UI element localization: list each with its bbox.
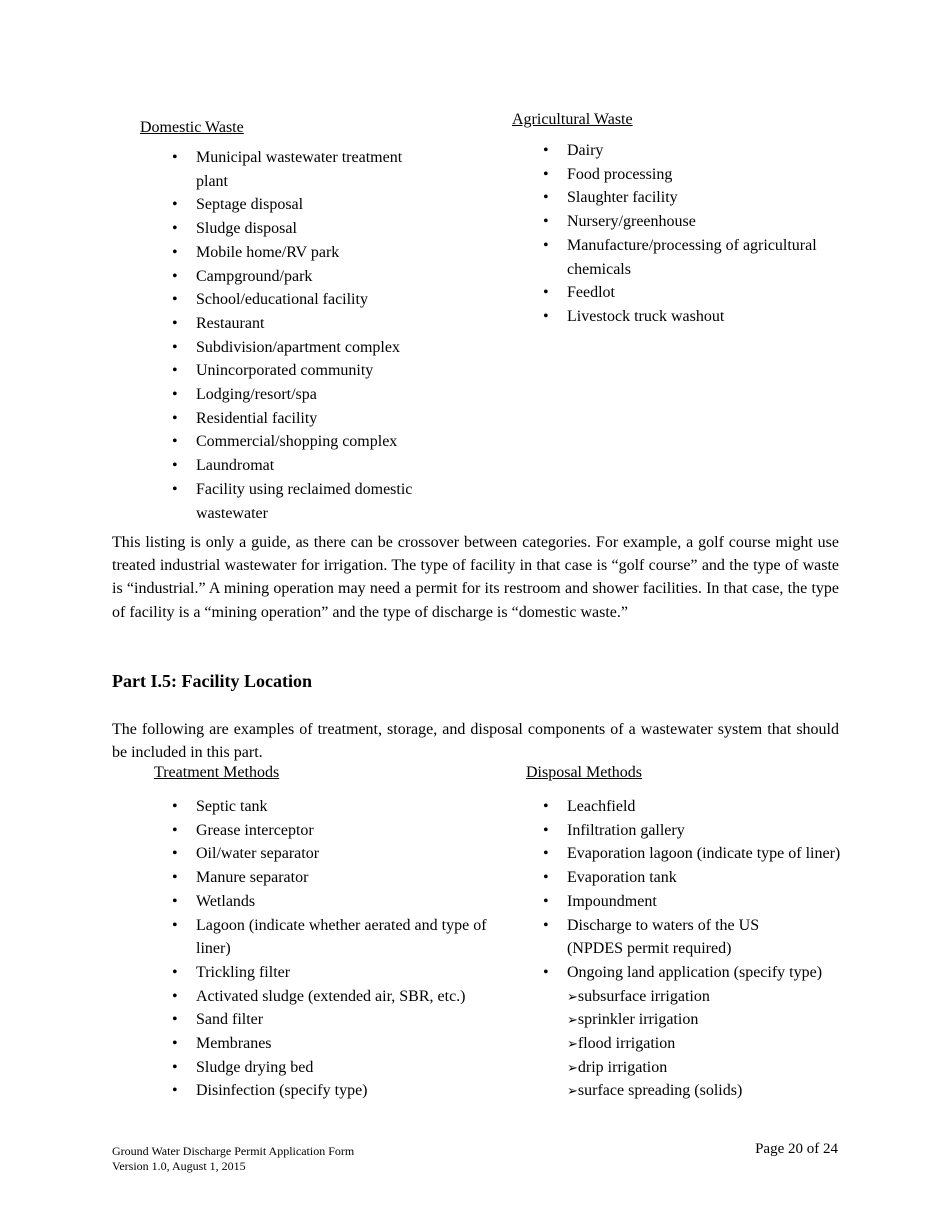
bullet-icon: •	[172, 916, 178, 934]
disposal-methods-list	[543, 795, 897, 1103]
arrow-bullet-icon: ➢	[567, 1012, 578, 1028]
bullet-icon: •	[172, 267, 178, 285]
list-item	[172, 407, 436, 431]
arrow-bullet-icon: ➢	[567, 1036, 578, 1052]
bullet-icon: •	[172, 892, 178, 910]
sub-list-item	[567, 1008, 897, 1032]
bullet-icon: •	[543, 213, 549, 231]
list-item	[172, 265, 436, 289]
sub-list-item-text: surface spreading (solids)	[577, 1082, 743, 1100]
list-item-text: Impoundment	[567, 892, 657, 910]
bullet-icon: •	[172, 433, 178, 451]
list-item-text: Septage disposal	[196, 196, 304, 214]
list-item	[172, 961, 514, 985]
sub-list-item-text: subsurface irrigation	[577, 987, 710, 1005]
list-item	[172, 193, 436, 217]
list-item	[172, 866, 514, 890]
bullet-icon: •	[543, 916, 549, 934]
list-item-text: Manufacture/processing of agricultural chemicals	[567, 236, 817, 278]
footer-left	[112, 1144, 354, 1174]
domestic-waste-heading: Domestic Waste	[140, 119, 244, 136]
list-item	[172, 1032, 514, 1056]
list-item	[172, 288, 436, 312]
list-item-text: Disinfection (specify type)	[196, 1082, 368, 1100]
bullet-icon: •	[172, 987, 178, 1005]
bullet-icon: •	[172, 480, 178, 498]
list-item	[543, 795, 897, 819]
list-item-text: Commercial/shopping complex	[196, 433, 398, 451]
bullet-icon: •	[172, 963, 178, 981]
bullet-icon: •	[172, 291, 178, 309]
list-item	[172, 890, 514, 914]
treatment-methods-list	[172, 795, 514, 1103]
list-item	[543, 281, 847, 305]
list-item-text: Infiltration gallery	[567, 821, 685, 839]
domestic-waste-list	[172, 146, 436, 525]
list-item	[172, 795, 514, 819]
list-item-text: Laundromat	[196, 457, 275, 475]
list-item-text: Residential facility	[196, 409, 318, 427]
sub-list-item	[567, 1032, 897, 1056]
list-item-text: Activated sludge (extended air, SBR, etc.)	[196, 987, 466, 1005]
bullet-icon: •	[172, 1011, 178, 1029]
bullet-icon: •	[172, 362, 178, 380]
list-item-text: Sludge drying bed	[196, 1058, 314, 1076]
list-item	[172, 1079, 514, 1103]
bullet-icon: •	[543, 892, 549, 910]
bullet-icon: •	[172, 409, 178, 427]
bullet-icon: •	[543, 165, 549, 183]
bullet-icon: •	[172, 1035, 178, 1053]
list-item	[543, 890, 897, 914]
list-item-text: Discharge to waters of the US	[567, 916, 760, 934]
list-item-text: Municipal wastewater treatment plant	[196, 149, 403, 190]
list-item	[543, 186, 847, 210]
list-item	[543, 139, 847, 163]
footer-version: Version 1.0, August 1, 2015	[112, 1159, 246, 1173]
sub-list-item-text: flood irrigation	[577, 1035, 676, 1053]
footer-form-name: Ground Water Discharge Permit Application Form	[112, 1144, 355, 1158]
list-item-text: Facility using reclaimed domestic wastewater	[196, 480, 413, 522]
sub-list-item-text: sprinkler irrigation	[577, 1011, 699, 1029]
list-item	[172, 1056, 514, 1080]
bullet-icon: •	[543, 845, 549, 863]
list-item-text: Livestock truck washout	[567, 307, 725, 325]
list-item-text: Food processing	[567, 165, 673, 183]
list-item	[172, 1008, 514, 1032]
list-item-text: Lagoon (indicate whether aerated and type of liner)	[196, 916, 487, 958]
bullet-icon: •	[543, 284, 549, 302]
list-item	[172, 359, 436, 383]
list-item	[172, 914, 514, 961]
bullet-icon: •	[172, 869, 178, 887]
bullet-icon: •	[543, 798, 549, 815]
list-item-text: Slaughter facility	[567, 189, 678, 207]
list-item	[172, 241, 436, 265]
bullet-icon: •	[172, 243, 178, 261]
arrow-bullet-icon: ➢	[567, 988, 578, 1004]
list-item-text: Wetlands	[196, 892, 256, 910]
list-item	[543, 819, 897, 843]
sub-list-item	[567, 1056, 897, 1080]
list-item-text: Unincorporated community	[196, 362, 374, 380]
arrow-bullet-icon: ➢	[567, 1059, 578, 1075]
list-item-text: Restaurant	[196, 314, 265, 332]
list-item-text: Evaporation tank	[567, 869, 677, 887]
list-item-text: Dairy	[567, 142, 604, 159]
list-item-text: (NPDES permit required)	[567, 940, 732, 958]
list-item-text: Sand filter	[196, 1011, 264, 1029]
list-item-text: Mobile home/RV park	[196, 243, 340, 261]
list-item-text: Leachfield	[567, 798, 636, 815]
agricultural-waste-heading: Agricultural Waste	[512, 111, 633, 128]
section-intro: The following are examples of treatment, storage, and disposal components of a wastewater system that should be included in this part.	[112, 721, 839, 762]
list-item	[543, 842, 897, 866]
list-item-text: Manure separator	[196, 869, 309, 887]
bullet-icon: •	[543, 963, 549, 981]
bullet-icon: •	[172, 149, 178, 166]
list-item-text: School/educational facility	[196, 291, 368, 309]
page-number: Page 20 of 24	[755, 1141, 838, 1157]
list-item	[172, 842, 514, 866]
list-item	[543, 163, 847, 187]
bullet-icon: •	[543, 189, 549, 207]
list-item	[172, 146, 436, 193]
bullet-icon: •	[172, 798, 178, 815]
list-item	[172, 478, 436, 525]
bullet-icon: •	[543, 142, 549, 159]
disposal-methods-heading: Disposal Methods	[526, 764, 642, 781]
list-item	[543, 914, 897, 961]
list-item-text: Membranes	[196, 1035, 272, 1053]
list-item	[172, 985, 514, 1009]
bullet-icon: •	[543, 307, 549, 325]
bullet-icon: •	[543, 869, 549, 887]
bullet-icon: •	[543, 821, 549, 839]
list-item	[172, 312, 436, 336]
bullet-icon: •	[172, 196, 178, 214]
list-item-text: Ongoing land application (specify type)	[567, 963, 823, 981]
list-item-text: Campground/park	[196, 267, 313, 285]
list-item-text: Oil/water separator	[196, 845, 320, 863]
list-item	[172, 819, 514, 843]
list-item-text: Grease interceptor	[196, 821, 314, 839]
section-heading: Part I.5: Facility Location	[112, 671, 312, 691]
list-item	[543, 234, 847, 281]
bullet-icon: •	[543, 236, 549, 254]
list-item	[172, 454, 436, 478]
bullet-icon: •	[172, 220, 178, 238]
agricultural-waste-list	[543, 139, 847, 329]
bullet-icon: •	[172, 1082, 178, 1100]
bullet-icon: •	[172, 457, 178, 475]
guide-paragraph: This listing is only a guide, as there can be crossover between categories. For example, a golf course might use treated industrial wastewater for irrigation. The type of facility in that case is “golf course” and the type of waste is “industrial.” A mining operation may need a permit for its restroom and shower facilities. In that case, the type of facility is a “mining operation” and the type of discharge is “domestic waste.”	[112, 534, 839, 621]
list-item	[543, 866, 897, 890]
list-item-text: Lodging/resort/spa	[196, 386, 317, 404]
list-item	[172, 430, 436, 454]
list-item-text: Evaporation lagoon (indicate type of liner)	[567, 845, 841, 863]
treatment-methods-heading: Treatment Methods	[154, 764, 280, 781]
bullet-icon: •	[172, 314, 178, 332]
list-item-text: Nursery/greenhouse	[567, 213, 696, 231]
bullet-icon: •	[172, 1058, 178, 1076]
list-item	[172, 217, 436, 241]
sub-list-item-text: drip irrigation	[577, 1058, 668, 1076]
list-item	[543, 961, 897, 1103]
arrow-bullet-icon: ➢	[567, 1083, 578, 1099]
list-item	[172, 336, 436, 360]
list-item-text: Feedlot	[567, 284, 615, 302]
bullet-icon: •	[172, 386, 178, 404]
list-item	[543, 210, 847, 234]
list-item-text: Septic tank	[196, 798, 268, 815]
list-item-text: Subdivision/apartment complex	[196, 338, 400, 356]
list-item	[172, 383, 436, 407]
list-item	[543, 305, 847, 329]
bullet-icon: •	[172, 821, 178, 839]
bullet-icon: •	[172, 338, 178, 356]
list-item-text: Trickling filter	[196, 963, 291, 981]
bullet-icon: •	[172, 845, 178, 863]
sub-list-item	[567, 985, 897, 1009]
list-item-text: Sludge disposal	[196, 220, 297, 238]
sub-list-item	[567, 1079, 897, 1103]
